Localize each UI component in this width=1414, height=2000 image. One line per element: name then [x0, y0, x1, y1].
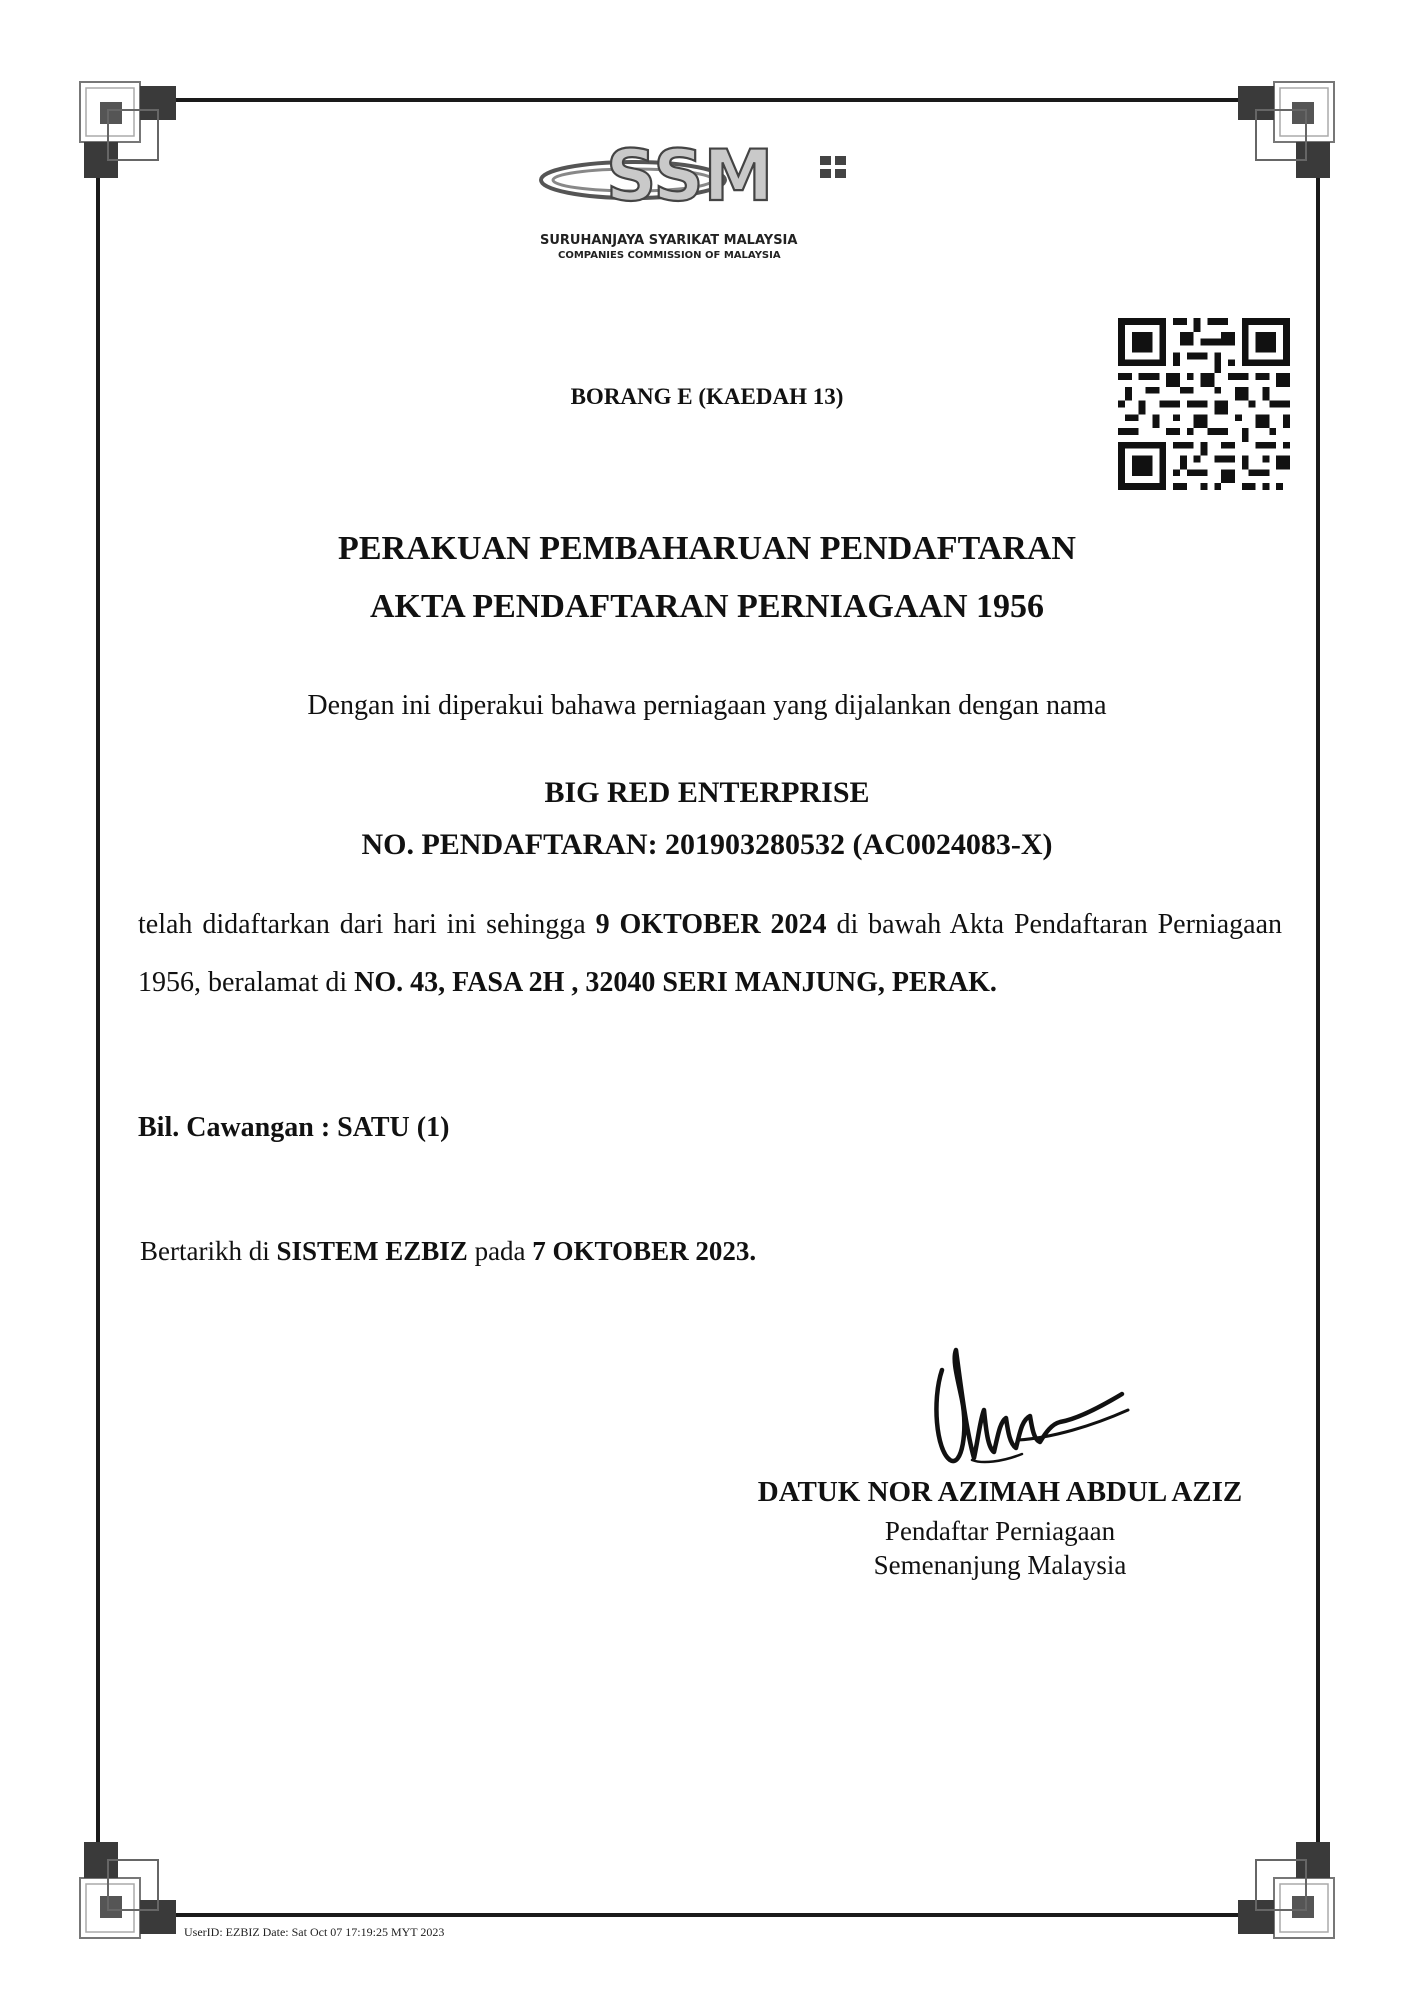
- ssm-logo: [538, 138, 888, 268]
- signature-icon: [922, 1340, 1142, 1485]
- corner-ornament-top-left: [78, 80, 188, 190]
- corner-ornament-top-right: [1226, 80, 1336, 190]
- logo-name-en: COMPANIES COMMISSION OF MALAYSIA: [558, 250, 781, 261]
- dated-system: SISTEM EZBIZ: [276, 1236, 468, 1266]
- certificate-title-line2: AKTA PENDAFTARAN PERNIAGAAN 1956: [369, 588, 1045, 625]
- logo-name-ms: SURUHANJAYA SYARIKAT MALAYSIA: [540, 233, 798, 248]
- signatory-name: DATUK NOR AZIMAH ABDUL AZIZ: [757, 1476, 1243, 1508]
- business-address: NO. 43, FASA 2H , 32040 SERI MANJUNG, PERAK.: [354, 967, 997, 998]
- footer-metadata: UserID: EZBIZ Date: Sat Oct 07 17:19:25 MYT 2023: [184, 1925, 445, 1939]
- signatory-region: Semenanjung Malaysia: [873, 1550, 1127, 1580]
- logo-wordmark: SSM: [606, 138, 774, 217]
- branch-count: Bil. Cawangan : SATU (1): [138, 1112, 450, 1143]
- certificate-title-line1: PERAKUAN PEMBAHARUAN PENDAFTARAN: [338, 530, 1076, 567]
- corner-ornament-bottom-right: [1226, 1830, 1336, 1940]
- frame-bottom: [150, 1913, 1268, 1917]
- form-reference: BORANG E (KAEDAH 13): [570, 384, 844, 409]
- statement-part1: telah didaftarkan dari hari ini sehingga: [138, 909, 596, 940]
- expiry-date: 9 OKTOBER 2024: [595, 909, 827, 940]
- statement-part2: di bawah Akta Pendaftaran Perniagaan 1956, beralamat di: [138, 909, 1282, 998]
- dated-line: [140, 1236, 756, 1267]
- business-name: BIG RED ENTERPRISE: [544, 776, 870, 809]
- signatory-title: Pendaftar Perniagaan: [884, 1516, 1116, 1546]
- dated-prefix: Bertarikh di: [140, 1236, 277, 1266]
- dated-date: 7 OKTOBER 2023.: [532, 1236, 757, 1266]
- registration-statement: [138, 896, 1282, 1012]
- intro-text: Dengan ini diperakui bahawa perniagaan yang dijalankan dengan nama: [307, 690, 1107, 721]
- registration-number: NO. PENDAFTARAN: 201903280532 (AC0024083-X): [361, 828, 1053, 861]
- corner-ornament-bottom-left: [78, 1830, 188, 1940]
- dated-middle: pada: [467, 1236, 533, 1266]
- frame-top: [150, 98, 1268, 102]
